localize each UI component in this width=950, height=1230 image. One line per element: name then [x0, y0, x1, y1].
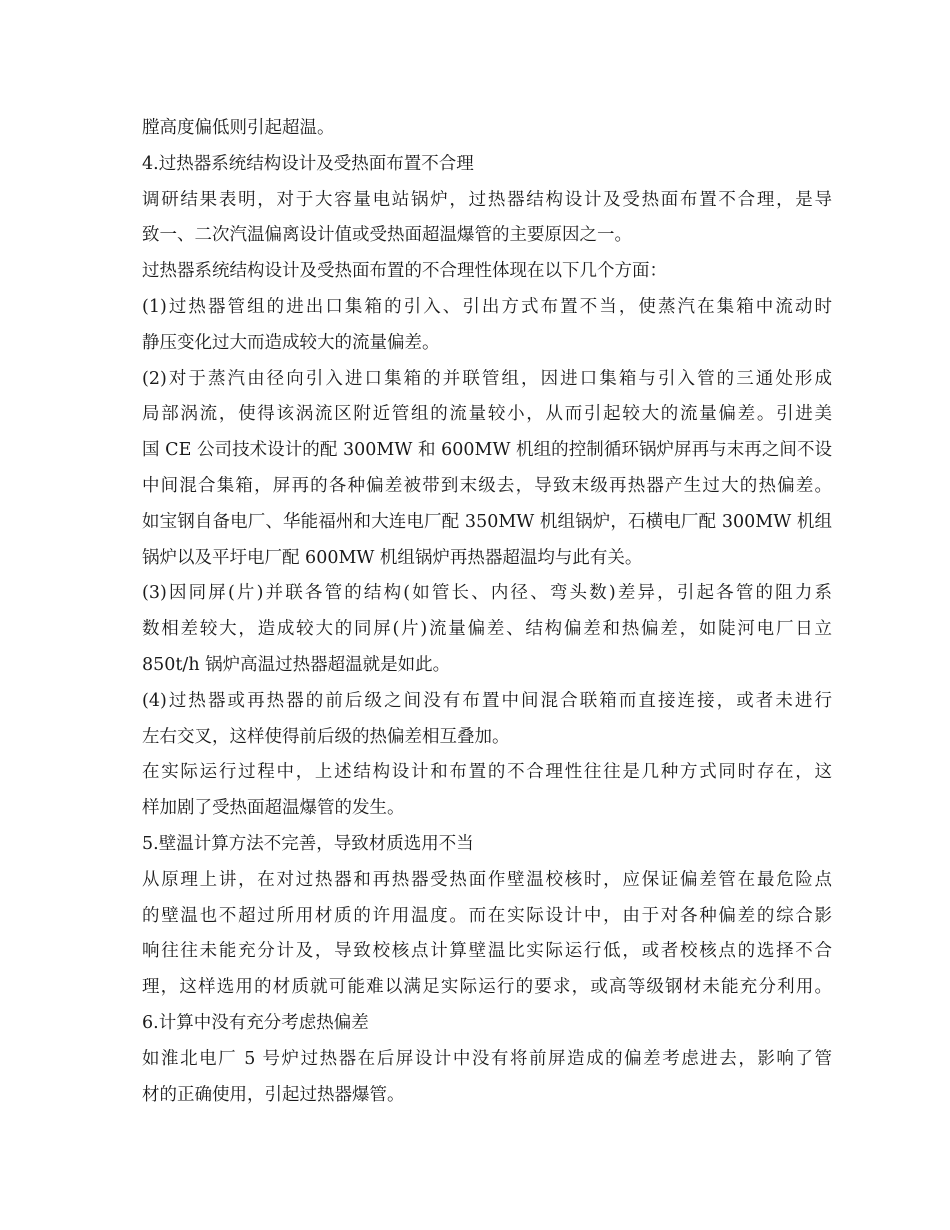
text-line: 如宝钢自备电厂、华能福州和大连电厂配 350MW 机组锅炉，石横电厂配 300MW 机组: [142, 511, 832, 532]
text-line: 样加剧了受热面超温爆管的发生。: [142, 798, 405, 819]
document-body: [142, 111, 832, 1113]
section-heading: 6.计算中没有充分考虑热偏差: [142, 1012, 369, 1033]
text-line: (2)对于蒸汽由径向引入进口集箱的并联管组，因进口集箱与引入管的三通处形成: [142, 368, 832, 389]
text-line: 锅炉以及平圩电厂配 600MW 机组锅炉再热器超温均与此有关。: [142, 547, 643, 568]
text-line: 材的正确使用，引起过热器爆管。: [142, 1084, 405, 1105]
text-line: (4)过热器或再热器的前后级之间没有布置中间混合联箱而直接连接，或者未进行: [142, 690, 832, 711]
section-heading: 5.壁温计算方法不完善，导致材质选用不当: [142, 833, 474, 854]
text-line: 理，这样选用的材质就可能难以满足实际运行的要求，或高等级钢材未能充分利用。: [142, 977, 832, 998]
text-line: 中间混合集箱，屏再的各种偏差被带到末级去，导致末级再热器产生过大的热偏差。: [142, 475, 832, 496]
text-line: 从原理上讲，在对过热器和再热器受热面作壁温校核时，应保证偏差管在最危险点: [142, 869, 832, 890]
text-line: 静压变化过大而造成较大的流量偏差。: [142, 332, 440, 353]
text-line: 在实际运行过程中，上述结构设计和布置的不合理性往往是几种方式同时存在，这: [142, 762, 832, 783]
text-line: 调研结果表明，对于大容量电站锅炉，过热器结构设计及受热面布置不合理，是导: [142, 189, 832, 210]
text-line: 的壁温也不超过所用材质的许用温度。而在实际设计中，由于对各种偏差的综合影: [142, 905, 832, 926]
text-line: 数相差较大，造成较大的同屏(片)流量偏差、结构偏差和热偏差，如陡河电厂日立: [142, 619, 832, 640]
text-line: 响往往未能充分计及，导致校核点计算壁温比实际运行低，或者校核点的选择不合: [142, 941, 832, 962]
text-line: 局部涡流，使得该涡流区附近管组的流量较小，从而引起较大的流量偏差。引进美: [142, 404, 832, 425]
text-line: 850t/h 锅炉高温过热器超温就是如此。: [142, 654, 451, 675]
text-line: 左右交叉，这样使得前后级的热偏差相互叠加。: [142, 726, 510, 747]
text-line: 膛高度偏低则引起超温。: [142, 118, 335, 138]
text-line: 如淮北电厂 5 号炉过热器在后屏设计中没有将前屏造成的偏差考虑进去，影响了管: [142, 1048, 832, 1069]
text-line: 致一、二次汽温偏离设计值或受热面超温爆管的主要原因之一。: [142, 225, 632, 246]
text-line: (1)过热器管组的进出口集箱的引入、引出方式布置不当，使蒸汽在集箱中流动时: [142, 296, 832, 317]
text-line: 国 CE 公司技术设计的配 300MW 和 600MW 机组的控制循环锅炉屏再与末再之间不设: [142, 440, 832, 461]
text-line: (3)因同屏(片)并联各管的结构(如管长、内径、弯头数)差异，引起各管的阻力系: [142, 583, 832, 604]
section-heading: 4.过热器系统结构设计及受热面布置不合理: [142, 153, 474, 174]
text-line: 过热器系统结构设计及受热面布置的不合理性体现在以下几个方面：: [142, 261, 667, 282]
